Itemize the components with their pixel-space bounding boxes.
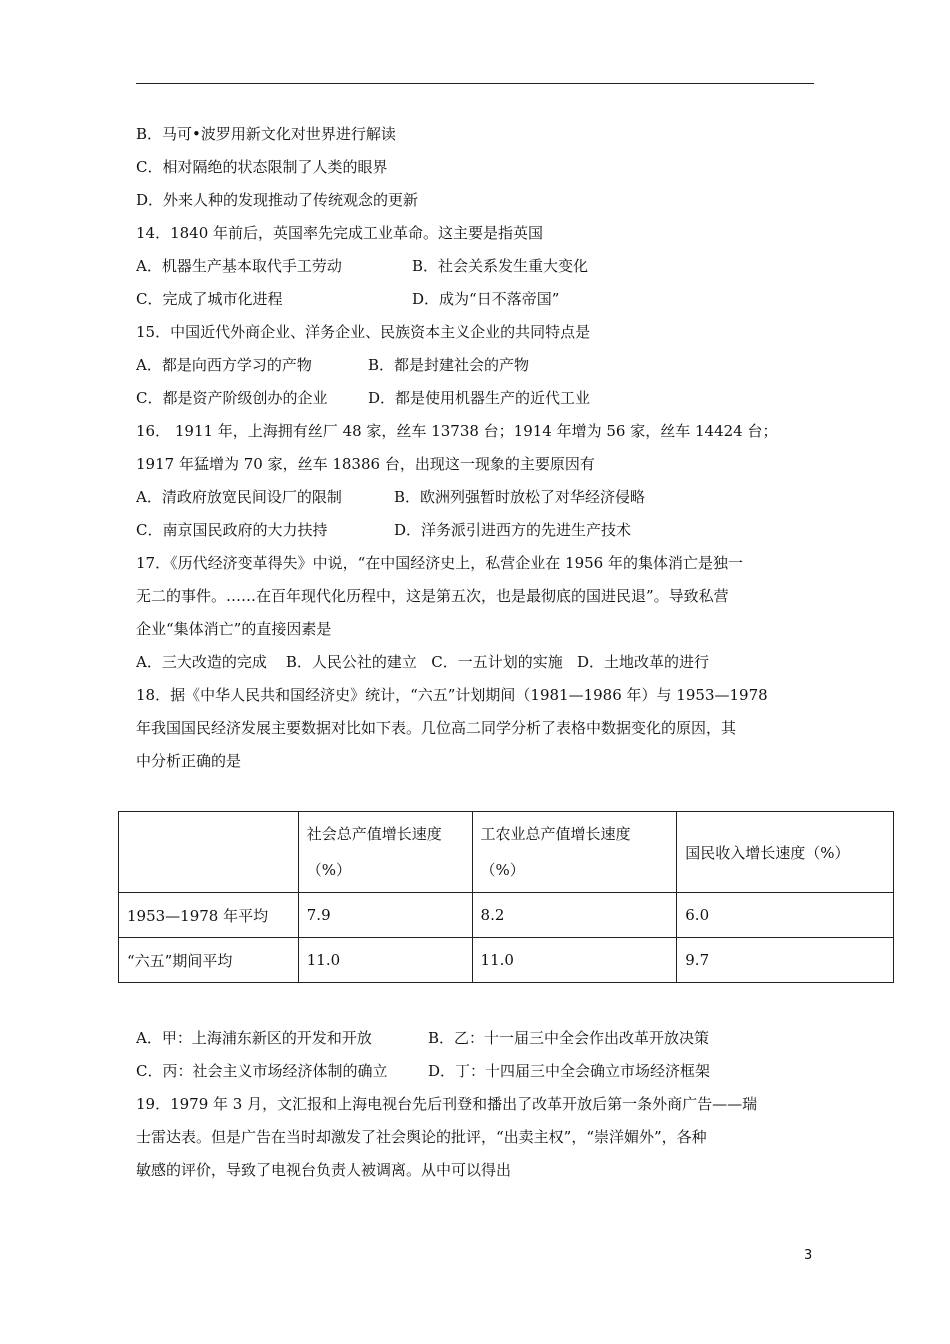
q18-stem-line-1: 18．据《中华人民共和国经济史》统计，“六五”计划期间（1981—1986 年）与 1953—1978 (136, 686, 768, 704)
q13-option-c: C．相对隔绝的状态限制了人类的眼界 (136, 158, 388, 176)
q18-option-a: A．甲：上海浦东新区的开发和开放 (136, 1029, 372, 1047)
q18-option-d: D．丁：十四届三中全会确立市场经济框架 (428, 1062, 711, 1080)
q17-stem-line-2: 无二的事件。……在百年现代化历程中，这是第五次，也是最彻底的国进民退”。导致私营 (136, 587, 729, 605)
table-header-row (119, 812, 894, 893)
q15-options-row-1 (136, 349, 826, 382)
q13-option-b: B．马可•波罗用新文化对世界进行解读 (136, 125, 396, 143)
questions-upper (136, 118, 826, 778)
q15-option-b: B．都是封建社会的产物 (368, 356, 530, 374)
q14-option-b: B．社会关系发生重大变化 (412, 257, 589, 275)
table-header-cell: 国民收入增长速度（%） (677, 812, 894, 893)
table-cell: 11.0 (298, 938, 472, 983)
table-row (119, 893, 894, 938)
q14-options-row-2 (136, 283, 826, 316)
table-header-empty (119, 812, 299, 893)
q15-option-c: C．都是资产阶级创办的企业 (136, 389, 328, 407)
q16-stem-line-1: 16． 1911 年，上海拥有丝厂 48 家，丝车 13738 台；1914 年增为 56 家，丝车 14424 台； (136, 422, 778, 440)
table-cell: “六五”期间平均 (119, 938, 299, 983)
q14-option-c: C．完成了城市化进程 (136, 290, 283, 308)
q16-options-row-1 (136, 481, 826, 514)
q17-options: A．三大改造的完成 B．人民公社的建立 C．一五计划的实施 D．土地改革的进行 (136, 653, 710, 671)
q16-option-b: B．欧洲列强暂时放松了对华经济侵略 (394, 488, 646, 506)
q19-stem-line-1: 19．1979 年 3 月，文汇报和上海电视台先后刊登和播出了改革开放后第一条外商广告——瑞 (136, 1095, 758, 1113)
page-number: 3 (804, 1248, 813, 1263)
table-header-cell: 社会总产值增长速度 （%） (298, 812, 472, 893)
q19-stem-line-2: 士雷达表。但是广告在当时却激发了社会舆论的批评，“出卖主权”，“崇洋媚外”，各种 (136, 1128, 707, 1146)
table-row (119, 938, 894, 983)
q16-stem-line-2: 1917 年猛增为 70 家，丝车 18386 台，出现这一现象的主要原因有 (136, 455, 595, 473)
q19-stem-line-3: 敏感的评价，导致了电视台负责人被调离。从中可以得出 (136, 1161, 512, 1179)
q17-stem-line-1: 17．《历代经济变革得失》中说，“在中国经济史上，私营企业在 1956 年的集体消亡是独一 (136, 554, 743, 572)
questions-lower (136, 1022, 826, 1187)
table-cell: 11.0 (472, 938, 677, 983)
q18-stem-line-2: 年我国国民经济发展主要数据对比如下表。几位高二同学分析了表格中数据变化的原因，其 (136, 719, 737, 737)
table-cell: 8.2 (472, 893, 677, 938)
q18-option-c: C．丙：社会主义市场经济体制的确立 (136, 1062, 388, 1080)
q16-option-d: D．洋务派引进西方的先进生产技术 (394, 521, 632, 539)
q18-stem-line-3: 中分析正确的是 (136, 752, 242, 770)
q14-stem: 14．1840 年前后，英国率先完成工业革命。这主要是指英国 (136, 224, 544, 242)
q15-stem: 15．中国近代外商企业、洋务企业、民族资本主义企业的共同特点是 (136, 323, 591, 341)
q18-options-row-1 (136, 1022, 826, 1055)
table-cell: 6.0 (677, 893, 894, 938)
q16-option-c: C．南京国民政府的大力扶持 (136, 521, 328, 539)
q13-option-d: D．外来人种的发现推动了传统观念的更新 (136, 191, 419, 209)
q15-option-a: A．都是向西方学习的产物 (136, 356, 312, 374)
q17-stem-line-3: 企业“集体消亡”的直接因素是 (136, 620, 332, 638)
q15-option-d: D．都是使用机器生产的近代工业 (368, 389, 591, 407)
q16-options-row-2 (136, 514, 826, 547)
table-cell: 7.9 (298, 893, 472, 938)
economic-data-table (118, 811, 894, 983)
q18-option-b: B．乙：十一届三中全会作出改革开放决策 (428, 1029, 710, 1047)
header-rule (136, 83, 814, 84)
table-cell: 1953—1978 年平均 (119, 893, 299, 938)
q14-option-a: A．机器生产基本取代手工劳动 (136, 257, 342, 275)
q14-options-row-1 (136, 250, 826, 283)
data-table-wrapper (118, 811, 894, 983)
q15-options-row-2 (136, 382, 826, 415)
q18-options-row-2 (136, 1055, 826, 1088)
table-header-cell: 工农业总产值增长速度 （%） (472, 812, 677, 893)
table-cell: 9.7 (677, 938, 894, 983)
q16-option-a: A．清政府放宽民间设厂的限制 (136, 488, 342, 506)
q14-option-d: D．成为“日不落帝国” (412, 290, 560, 308)
